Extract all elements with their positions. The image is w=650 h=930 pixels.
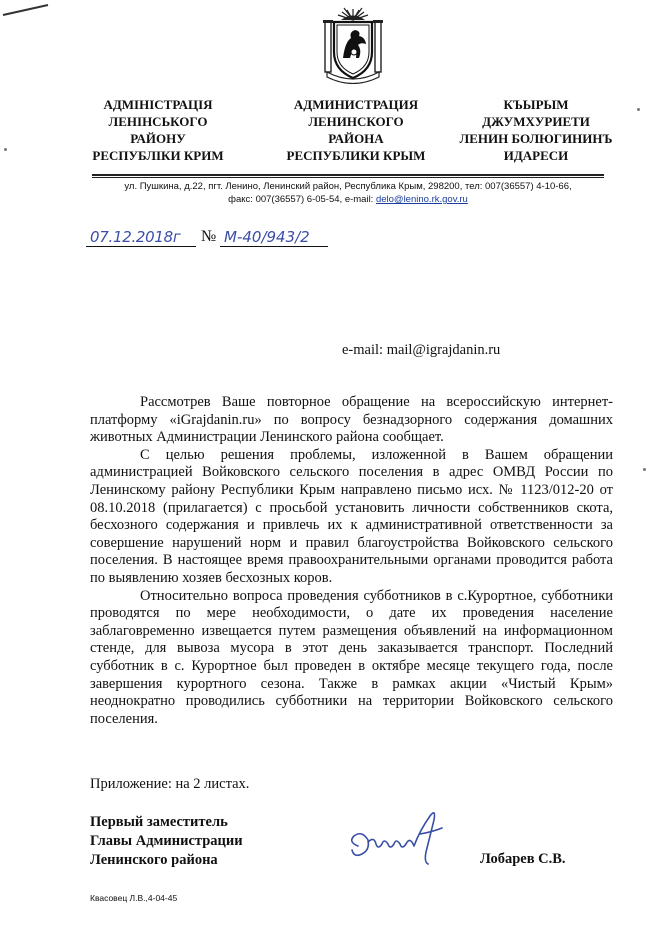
header-russian-line: РАЙОНА (328, 131, 384, 146)
recipient-email: e-mail: mail@igrajdanin.ru (342, 342, 501, 358)
handwritten-signature (344, 806, 456, 870)
header-divider (92, 174, 604, 176)
header-russian (266, 96, 446, 164)
contacts-address-line: ул. Пушкина, д.22, пгт. Ленино, Ленинский район, Республика Крым, 298200, тел: 007(36557) 4-10-66, (124, 181, 572, 192)
header-divider-thin (92, 177, 604, 178)
scan-speck (4, 148, 7, 151)
signer-title-line: Ленинского района (90, 852, 218, 868)
executor-note: Квасовец Л.В.,4-04-45 (90, 893, 178, 903)
outgoing-number: М-40/943/2 (224, 228, 310, 246)
header-russian-line: РЕСПУБЛИКИ КРЫМ (286, 148, 426, 163)
attachment-note: Приложение: на 2 листах. (90, 776, 250, 792)
signer-name: Лобарев С.В. (480, 851, 566, 867)
header-ukrainian-line: ЛЕНІНСЬКОГО (108, 114, 208, 129)
scan-speck (643, 468, 646, 471)
outgoing-date-underline (86, 246, 196, 247)
header-crimean-tatar-line: ЛЕНИН БОЛЮГИНИНЪ (459, 131, 613, 146)
header-ukrainian-line: АДМІНІСТРАЦІЯ (103, 97, 213, 112)
outgoing-number-sign: № (201, 228, 217, 245)
crimea-coat-of-arms-icon (321, 6, 385, 84)
body-paragraph: С целью решения проблемы, изложенной в Вашем обращении администрацией Войковского сельского поселения в адрес ОМВД России по Ленинскому району Республики Крым направлено письмо исх. № 1123/012-20 от 08.10.2018 (прилагается) с просьбой установить личности собственников скота, бесхозного содержания и привлечь их к административной ответственности за совершение нарушений норм и правил благоустройства Войковского сельского поселения. В настоящее время правоохранительными органами проводится работа по выявлению хозяев бесхозных коров. (90, 446, 613, 586)
signer-title (90, 813, 243, 870)
outgoing-date: 07.12.2018г (90, 228, 181, 246)
signer-title-line: Первый заместитель (90, 814, 228, 830)
scan-artifact (2, 2, 50, 18)
body-paragraph: Относительно вопроса проведения субботников в с.Курортное, субботники проводятся по мере необходимости, о дате их проведения население заблаговременно извещается путем размещения объявлений на информационном стенде, для вывоза мусора в этот день заказывается транспорт. Последний субботник в с. Курортное был проведен в октябре месяце текущего года, после завершения курортного сезона. Также в рамках акции «Чистый Крым» неоднократно проводились субботники на территории Войковского сельского поселения. (90, 587, 613, 727)
header-ukrainian-line: РЕСПУБЛІКИ КРИМ (92, 148, 224, 163)
body-paragraph: Рассмотрев Ваше повторное обращение на всероссийскую интернет-платформу «iGrajdanin.ru» по вопросу безнадзорного содержания домашних животных Администрации Ленинского района сообщает. (90, 394, 613, 446)
header-russian-line: ЛЕНИНСКОГО (308, 114, 404, 129)
header-crimean-tatar-line: ИДАРЕСИ (503, 148, 569, 163)
header-crimean-tatar-line: КЪЫРЫМ (503, 97, 569, 112)
header-ukrainian-line: РАЙОНУ (130, 131, 186, 146)
contacts-email-link[interactable]: delo@lenino.rk.gov.ru (375, 194, 468, 205)
signer-title-line: Главы Администрации (90, 833, 243, 849)
scan-speck (637, 108, 640, 111)
header-russian-line: АДМИНИСТРАЦИЯ (293, 97, 419, 112)
contacts-fax-text: факс: 007(36557) 6-05-54, e-mail: (228, 194, 376, 205)
header-ukrainian (68, 96, 248, 164)
contacts-fax-line (88, 193, 608, 206)
outgoing-registration (86, 226, 336, 254)
header-crimean-tatar-line: ДЖУМХУРИЕТИ (482, 114, 590, 129)
outgoing-number-underline (220, 246, 328, 247)
header-crimean-tatar (446, 96, 626, 164)
contacts-block (88, 180, 608, 206)
letter-body (90, 394, 613, 728)
